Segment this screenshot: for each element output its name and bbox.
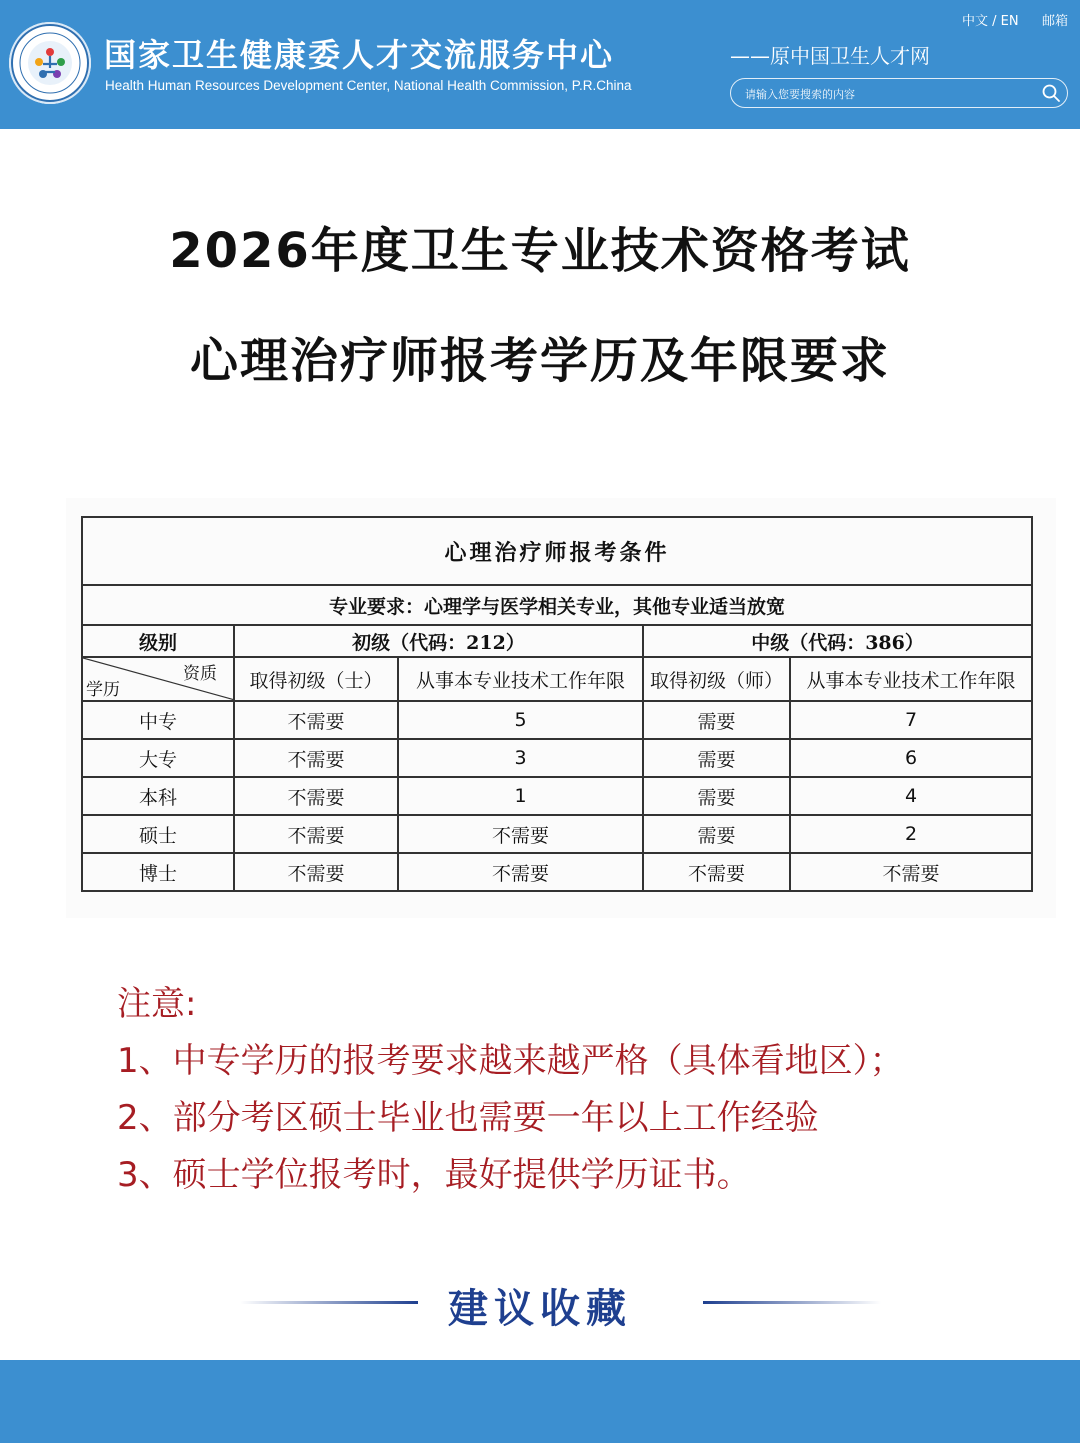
table-cell: 不需要 — [234, 739, 398, 777]
table-cell: 需要 — [643, 777, 790, 815]
education-cell: 硕士 — [82, 815, 234, 853]
page-title-line2: 心理治疗师报考学历及年限要求 — [189, 333, 890, 389]
table-cell: 不需要 — [234, 701, 398, 739]
table-cell: 不需要 — [234, 815, 398, 853]
note-item: 1、中专学历的报考要求越来越严格（具体看地区）； — [117, 1041, 904, 1081]
table-row — [82, 815, 1032, 853]
notes-heading: 注意: — [117, 984, 197, 1024]
table-cell: 需要 — [643, 815, 790, 853]
major-requirement: 专业要求：心理学与医学相关专业，其他专业适当放宽 — [82, 585, 1032, 625]
note-item: 2、部分考区硕士毕业也需要一年以上工作经验 — [117, 1098, 819, 1138]
intermediate-level-header: 中级（代码：386） — [643, 625, 1032, 657]
search-box — [730, 78, 1068, 108]
former-site-name: ——原中国卫生人才网 — [730, 44, 930, 68]
table-cell: 不需要 — [398, 853, 643, 891]
table-cell: 不需要 — [790, 853, 1032, 891]
table-cell: 需要 — [643, 701, 790, 739]
sub-header: 取得初级（师） — [643, 657, 790, 701]
footer-bar — [0, 1360, 1080, 1443]
sub-header: 取得初级（士） — [234, 657, 398, 701]
org-name-en: Health Human Resources Development Center, National Health Commission, P.R.China — [105, 78, 632, 93]
notes-section — [117, 976, 904, 1204]
table-caption: 心理治疗师报考条件 — [82, 517, 1032, 585]
education-cell: 博士 — [82, 853, 234, 891]
org-name-cn: 国家卫生健康委人才交流服务中心 — [104, 36, 615, 74]
diag-education-label: 学历 — [86, 680, 120, 700]
diag-qualification-label: 资质 — [183, 664, 217, 684]
table-cell: 不需要 — [398, 815, 643, 853]
table-cell: 2 — [790, 815, 1032, 853]
note-item: 3、硕士学位报考时，最好提供学历证书。 — [117, 1155, 751, 1195]
junior-level-header: 初级（代码：212） — [234, 625, 643, 657]
table-cell: 不需要 — [643, 853, 790, 891]
sub-header: 从事本专业技术工作年限 — [398, 657, 643, 701]
org-emblem-icon — [9, 22, 91, 104]
education-cell: 大专 — [82, 739, 234, 777]
table-cell: 1 — [398, 777, 643, 815]
table-cell: 6 — [790, 739, 1032, 777]
mailbox-link[interactable]: 邮箱 — [1042, 14, 1069, 29]
table-cell: 7 — [790, 701, 1032, 739]
org-logo[interactable] — [9, 22, 91, 104]
table-cell: 5 — [398, 701, 643, 739]
table-row — [82, 739, 1032, 777]
level-header: 级别 — [82, 625, 234, 657]
requirements-table — [81, 516, 1033, 892]
table-row — [82, 853, 1032, 891]
search-icon[interactable] — [1041, 83, 1061, 103]
table-row — [82, 777, 1032, 815]
save-suggestion-label: 建议收藏 — [448, 1286, 632, 1332]
table-cell: 4 — [790, 777, 1032, 815]
language-switch-link[interactable]: 中文 / EN — [962, 14, 1019, 29]
diagonal-header-cell — [82, 657, 234, 701]
table-row — [82, 701, 1032, 739]
sub-header: 从事本专业技术工作年限 — [790, 657, 1032, 701]
table-cell: 需要 — [643, 739, 790, 777]
education-cell: 本科 — [82, 777, 234, 815]
table-cell: 不需要 — [234, 777, 398, 815]
table-cell: 3 — [398, 739, 643, 777]
search-input[interactable] — [743, 83, 1027, 105]
page-title-line1: 2026年度卫生专业技术资格考试 — [169, 223, 911, 279]
site-header — [0, 0, 1080, 129]
education-cell: 中专 — [82, 701, 234, 739]
table-cell: 不需要 — [234, 853, 398, 891]
decorative-line-right — [703, 1301, 881, 1304]
